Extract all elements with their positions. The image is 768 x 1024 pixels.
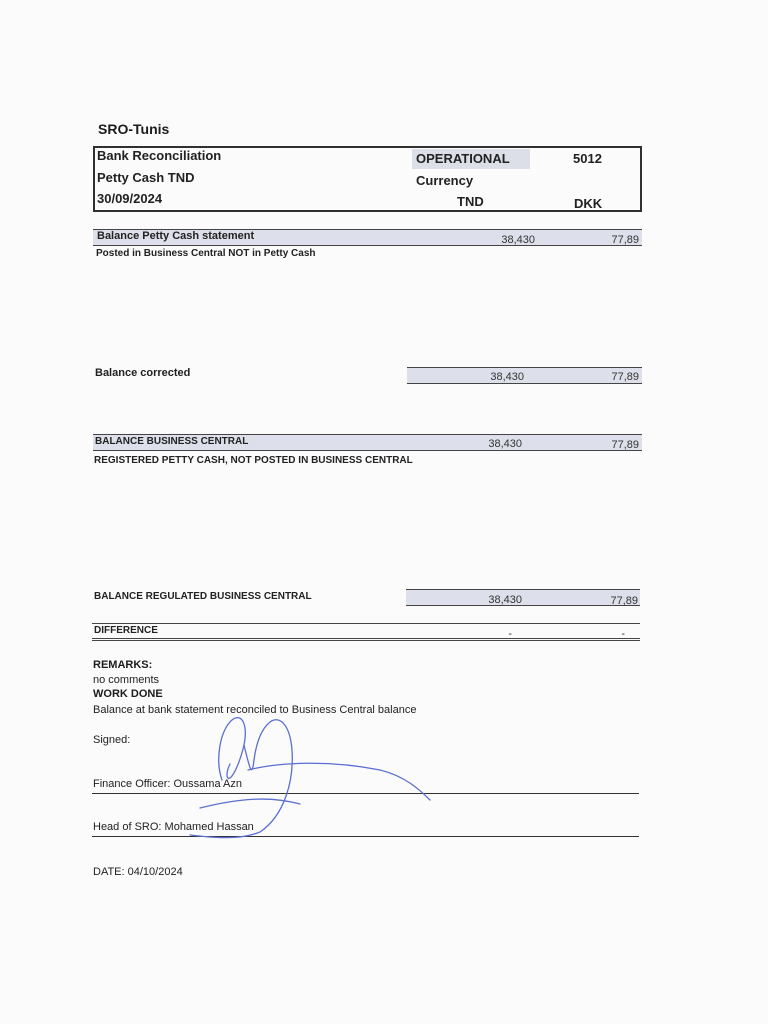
difference-label: DIFFERENCE: [94, 625, 158, 636]
balance-petty-label: Balance Petty Cash statement: [97, 230, 255, 242]
balance-corrected-label: Balance corrected: [95, 367, 191, 379]
date-label: DATE: 04/10/2024: [93, 866, 183, 878]
difference-tnd: -: [508, 628, 512, 640]
finance-officer: Finance Officer: Oussama Azn: [93, 778, 242, 790]
account-code: 5012: [573, 151, 602, 166]
balance-petty-dkk: 77,89: [611, 234, 639, 246]
difference-dkk: -: [621, 628, 625, 640]
balance-corrected-tnd: 38,430: [490, 371, 524, 383]
signed-label: Signed:: [93, 734, 131, 746]
currency-label: Currency: [416, 173, 474, 188]
currency-tnd: TND: [457, 194, 484, 209]
title-line2: Petty Cash TND: [97, 170, 195, 185]
title-date: 30/09/2024: [97, 191, 163, 206]
balance-regulated-tnd: 38,430: [488, 594, 522, 606]
currency-dkk: DKK: [574, 196, 603, 211]
remarks-text: no comments: [93, 674, 160, 686]
registered-note: REGISTERED PETTY CASH, NOT POSTED IN BUSINESS CENTRAL: [94, 455, 413, 466]
balance-petty-tnd: 38,430: [501, 234, 535, 246]
operational-label: OPERATIONAL: [416, 151, 510, 166]
difference-top-rule: [92, 623, 640, 624]
difference-row: [92, 624, 640, 641]
work-done-text: Balance at bank statement reconciled to Business Central balance: [93, 704, 417, 716]
work-done-title: WORK DONE: [93, 688, 163, 700]
title-line1: Bank Reconciliation: [97, 148, 222, 163]
balance-bc-label: BALANCE BUSINESS CENTRAL: [95, 436, 249, 447]
head-of-sro: Head of SRO: Mohamed Hassan: [93, 821, 254, 833]
balance-regulated-label: BALANCE REGULATED BUSINESS CENTRAL: [94, 591, 312, 602]
balance-bc-dkk: 77,89: [611, 439, 639, 451]
balance-corrected-dkk: 77,89: [611, 371, 639, 383]
handwritten-signature: [160, 700, 460, 850]
balance-bc-tnd: 38,430: [488, 438, 522, 450]
posted-note: Posted in Business Central NOT in Petty Cash: [96, 248, 316, 259]
balance-regulated-dkk: 77,89: [610, 595, 638, 607]
remarks-title: REMARKS:: [93, 659, 153, 671]
org-name: SRO-Tunis: [98, 121, 170, 137]
